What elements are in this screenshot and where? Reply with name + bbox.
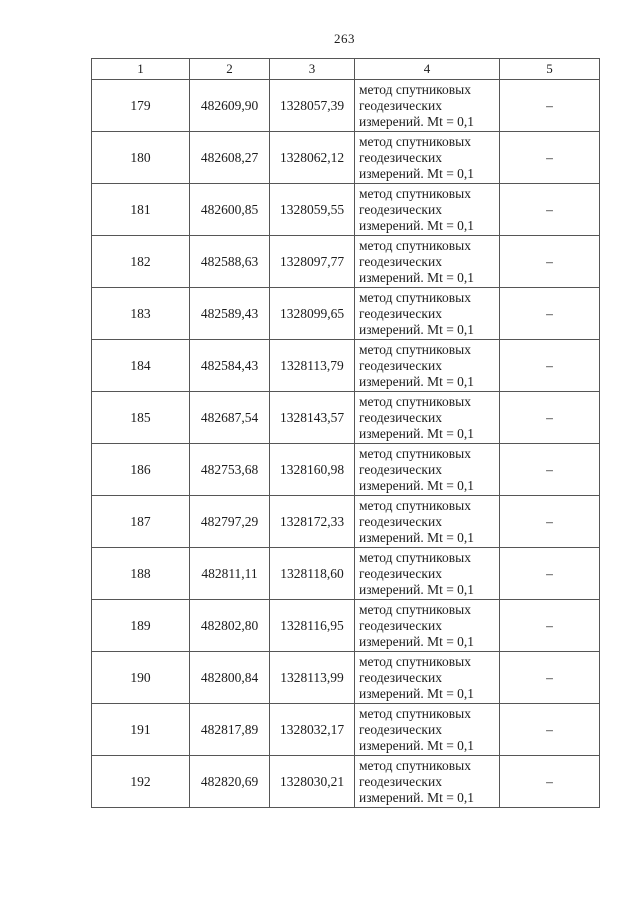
table-row — [92, 132, 600, 184]
point-number-cell: 187 — [92, 496, 190, 548]
y-coordinate-cell: 1328062,12 — [270, 132, 355, 184]
method-cell: метод спутниковых геодезических измерений. Mt = 0,1 — [355, 392, 500, 444]
column-header-3: 3 — [270, 59, 355, 80]
x-coordinate-cell: 482817,89 — [190, 704, 270, 756]
point-number-cell: 181 — [92, 184, 190, 236]
method-cell: метод спутниковых геодезических измерений. Mt = 0,1 — [355, 600, 500, 652]
point-number-cell: 185 — [92, 392, 190, 444]
method-cell: метод спутниковых геодезических измерений. Mt = 0,1 — [355, 236, 500, 288]
x-coordinate-cell: 482811,11 — [190, 548, 270, 600]
column-header-2: 2 — [190, 59, 270, 80]
note-cell: – — [500, 80, 600, 132]
note-cell: – — [500, 132, 600, 184]
point-number-cell: 184 — [92, 340, 190, 392]
y-coordinate-cell: 1328030,21 — [270, 756, 355, 808]
x-coordinate-cell: 482797,29 — [190, 496, 270, 548]
y-coordinate-cell: 1328059,55 — [270, 184, 355, 236]
x-coordinate-cell: 482608,27 — [190, 132, 270, 184]
method-cell: метод спутниковых геодезических измерений. Mt = 0,1 — [355, 288, 500, 340]
table-row — [92, 392, 600, 444]
method-cell: метод спутниковых геодезических измерений. Mt = 0,1 — [355, 132, 500, 184]
table-row — [92, 756, 600, 808]
note-cell: – — [500, 340, 600, 392]
point-number-cell: 190 — [92, 652, 190, 704]
method-cell: метод спутниковых геодезических измерений. Mt = 0,1 — [355, 756, 500, 808]
point-number-cell: 179 — [92, 80, 190, 132]
method-cell: метод спутниковых геодезических измерений. Mt = 0,1 — [355, 80, 500, 132]
table-row — [92, 496, 600, 548]
point-number-cell: 192 — [92, 756, 190, 808]
table-row — [92, 704, 600, 756]
method-cell: метод спутниковых геодезических измерений. Mt = 0,1 — [355, 340, 500, 392]
y-coordinate-cell: 1328116,95 — [270, 600, 355, 652]
note-cell: – — [500, 704, 600, 756]
page-number: 263 — [334, 31, 355, 46]
column-header-5: 5 — [500, 59, 600, 80]
method-cell: метод спутниковых геодезических измерений. Mt = 0,1 — [355, 652, 500, 704]
table-row — [92, 340, 600, 392]
note-cell: – — [500, 288, 600, 340]
note-cell: – — [500, 184, 600, 236]
x-coordinate-cell: 482609,90 — [190, 80, 270, 132]
table-row — [92, 652, 600, 704]
x-coordinate-cell: 482600,85 — [190, 184, 270, 236]
table-row — [92, 236, 600, 288]
table-row — [92, 600, 600, 652]
table-row — [92, 288, 600, 340]
point-number-cell: 180 — [92, 132, 190, 184]
note-cell: – — [500, 600, 600, 652]
note-cell: – — [500, 236, 600, 288]
y-coordinate-cell: 1328113,79 — [270, 340, 355, 392]
method-cell: метод спутниковых геодезических измерений. Mt = 0,1 — [355, 496, 500, 548]
note-cell: – — [500, 652, 600, 704]
point-number-cell: 189 — [92, 600, 190, 652]
x-coordinate-cell: 482753,68 — [190, 444, 270, 496]
method-cell: метод спутниковых геодезических измерений. Mt = 0,1 — [355, 444, 500, 496]
table-row — [92, 80, 600, 132]
note-cell: – — [500, 548, 600, 600]
y-coordinate-cell: 1328172,33 — [270, 496, 355, 548]
table-body — [92, 80, 600, 808]
y-coordinate-cell: 1328057,39 — [270, 80, 355, 132]
point-number-cell: 186 — [92, 444, 190, 496]
method-cell: метод спутниковых геодезических измерений. Mt = 0,1 — [355, 184, 500, 236]
coordinates-table — [91, 58, 600, 808]
y-coordinate-cell: 1328160,98 — [270, 444, 355, 496]
x-coordinate-cell: 482588,63 — [190, 236, 270, 288]
note-cell: – — [500, 496, 600, 548]
method-cell: метод спутниковых геодезических измерений. Mt = 0,1 — [355, 548, 500, 600]
y-coordinate-cell: 1328113,99 — [270, 652, 355, 704]
column-header-1: 1 — [92, 59, 190, 80]
x-coordinate-cell: 482687,54 — [190, 392, 270, 444]
y-coordinate-cell: 1328143,57 — [270, 392, 355, 444]
method-cell: метод спутниковых геодезических измерений. Mt = 0,1 — [355, 704, 500, 756]
y-coordinate-cell: 1328099,65 — [270, 288, 355, 340]
y-coordinate-cell: 1328032,17 — [270, 704, 355, 756]
point-number-cell: 183 — [92, 288, 190, 340]
y-coordinate-cell: 1328118,60 — [270, 548, 355, 600]
x-coordinate-cell: 482584,43 — [190, 340, 270, 392]
point-number-cell: 188 — [92, 548, 190, 600]
table-row — [92, 184, 600, 236]
x-coordinate-cell: 482589,43 — [190, 288, 270, 340]
table-row — [92, 548, 600, 600]
note-cell: – — [500, 392, 600, 444]
table-header-row — [92, 59, 600, 80]
x-coordinate-cell: 482800,84 — [190, 652, 270, 704]
x-coordinate-cell: 482802,80 — [190, 600, 270, 652]
x-coordinate-cell: 482820,69 — [190, 756, 270, 808]
point-number-cell: 182 — [92, 236, 190, 288]
note-cell: – — [500, 756, 600, 808]
note-cell: – — [500, 444, 600, 496]
y-coordinate-cell: 1328097,77 — [270, 236, 355, 288]
column-header-4: 4 — [355, 59, 500, 80]
point-number-cell: 191 — [92, 704, 190, 756]
table-row — [92, 444, 600, 496]
